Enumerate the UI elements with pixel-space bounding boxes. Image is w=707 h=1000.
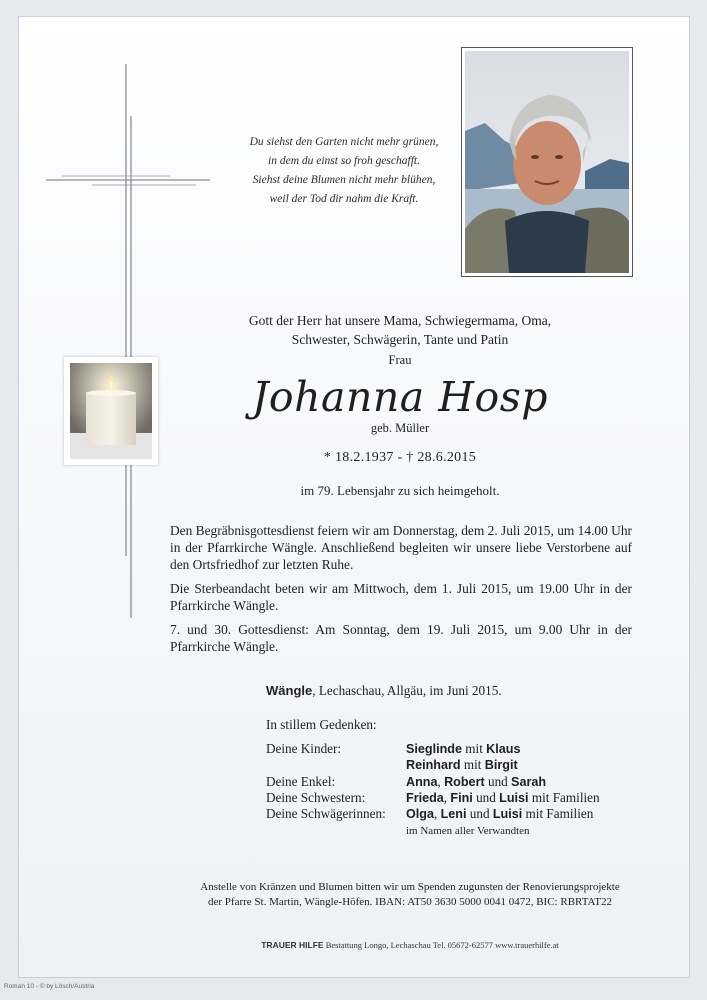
family-name: Fini [450, 790, 473, 805]
family-connector: mit Familien [528, 789, 600, 805]
gedenken-heading: In stillem Gedenken: [266, 717, 377, 732]
family-name: Luisi [492, 807, 523, 822]
family-row [266, 806, 600, 822]
funeral-home-contact: Bestattung Longo, Lechaschau Tel. 05672-62577 www.trauerhilfe.at [323, 940, 559, 950]
family-name: Reinhard [406, 758, 461, 773]
vigil-text: Die Sterbeandacht beten wir am Mittwoch, dem 1. Juli 2015, um 19.00 Uhr in der Pfarrkirche Wängle. [170, 581, 632, 613]
family-label: Deine Schwägerinnen: [266, 806, 386, 822]
verse-line: in dem du einst so froh geschafft. [268, 155, 420, 167]
family-connector: mit Familien [522, 806, 594, 822]
family-names [406, 806, 593, 822]
funeral-home-brand: TRAUER HILFE [261, 940, 324, 950]
place-date [266, 683, 502, 699]
family-row [266, 774, 600, 790]
family-name: Olga [406, 807, 434, 822]
memorial-mass-text: 7. und 30. Gottesdienst: Am Sonntag, dem 19. Juli 2015, um 9.00 Uhr in der Pfarrkirche Wängle. [170, 622, 632, 654]
family-names [406, 790, 600, 806]
family-label: Deine Enkel: [266, 773, 336, 789]
place-rest: , Lechaschau, Allgäu, im Juni 2015. [312, 683, 502, 698]
intro-text [150, 311, 650, 349]
family-name: Robert [444, 774, 485, 789]
deceased-name: Johanna Hosp [252, 373, 548, 421]
memorial-verse [214, 133, 474, 209]
portrait-image [465, 51, 629, 273]
family-connector: , [443, 789, 451, 805]
family-names [406, 757, 518, 773]
family-name: Frieda [406, 790, 444, 805]
verse-line: weil der Tod dir nahm die Kraft. [269, 193, 419, 205]
life-dates: * 18.2.1937 - † 28.6.2015 [323, 450, 477, 465]
family-connector: und [484, 773, 512, 789]
family-connector: und [472, 789, 500, 805]
family-connector: mit [460, 757, 485, 773]
family-list [266, 741, 600, 822]
intro-line: Gott der Herr hat unsere Mama, Schwiegermama, Oma, [248, 313, 552, 328]
family-name: Klaus [486, 742, 521, 756]
copyright-note: Roman 10 - © by Lösch/Austria [4, 983, 95, 990]
family-label [266, 757, 406, 773]
all-relatives-note: im Namen aller Verwandten [406, 825, 530, 837]
funeral-home-footer [150, 940, 670, 950]
donation-line: der Pfarre St. Martin, Wängle-Höfen. IBAN: AT50 3630 5000 0041 0472, BIC: RBRTAT22 [208, 896, 612, 908]
portrait-photo [461, 47, 633, 277]
family-connector: , [434, 806, 441, 822]
family-row [266, 741, 600, 757]
candle-card [64, 357, 158, 465]
family-label: Deine Schwestern: [266, 789, 366, 805]
verse-line: Du siehst den Garten nicht mehr grünen, [249, 136, 439, 148]
family-name: Birgit [484, 758, 518, 773]
funeral-service-text: Den Begräbnisgottesdienst feiern wir am Donnerstag, dem 2. Juli 2015, um 14.00 Uhr in der Pfarrkirche Wängle. Anschließend begleiten wir unsere liebe Verstorbene auf den Ortsfriedhof zur letzten Ruhe. [170, 523, 632, 572]
family-name: Leni [440, 807, 467, 822]
donation-line: Anstelle von Kränzen und Blumen bitten wir um Spenden zugunsten der Renovierungsprojekte [200, 881, 620, 893]
family-names [406, 741, 520, 757]
family-name: Sarah [511, 774, 547, 789]
salutation: Frau [388, 353, 412, 367]
family-row [266, 757, 600, 773]
family-connector: mit [461, 741, 487, 756]
family-connector: und [466, 806, 493, 822]
family-connector: , [437, 773, 445, 789]
birth-name: geb. Müller [370, 421, 430, 435]
family-name: Anna [406, 774, 438, 789]
family-label: Deine Kinder: [266, 741, 342, 756]
family-row [266, 790, 600, 806]
place-town: Wängle [266, 683, 313, 698]
service-details [170, 522, 632, 662]
candle-icon [70, 363, 152, 459]
verse-line: Siehst deine Blumen nicht mehr blühen, [252, 174, 436, 186]
family-names [406, 774, 546, 790]
family-name: Luisi [499, 790, 529, 805]
intro-line: Schwester, Schwägerin, Tante und Patin [291, 332, 509, 347]
family-name: Sieglinde [406, 742, 462, 756]
donation-note [150, 880, 670, 910]
age-line: im 79. Lebensjahr zu sich heimgeholt. [300, 483, 500, 498]
